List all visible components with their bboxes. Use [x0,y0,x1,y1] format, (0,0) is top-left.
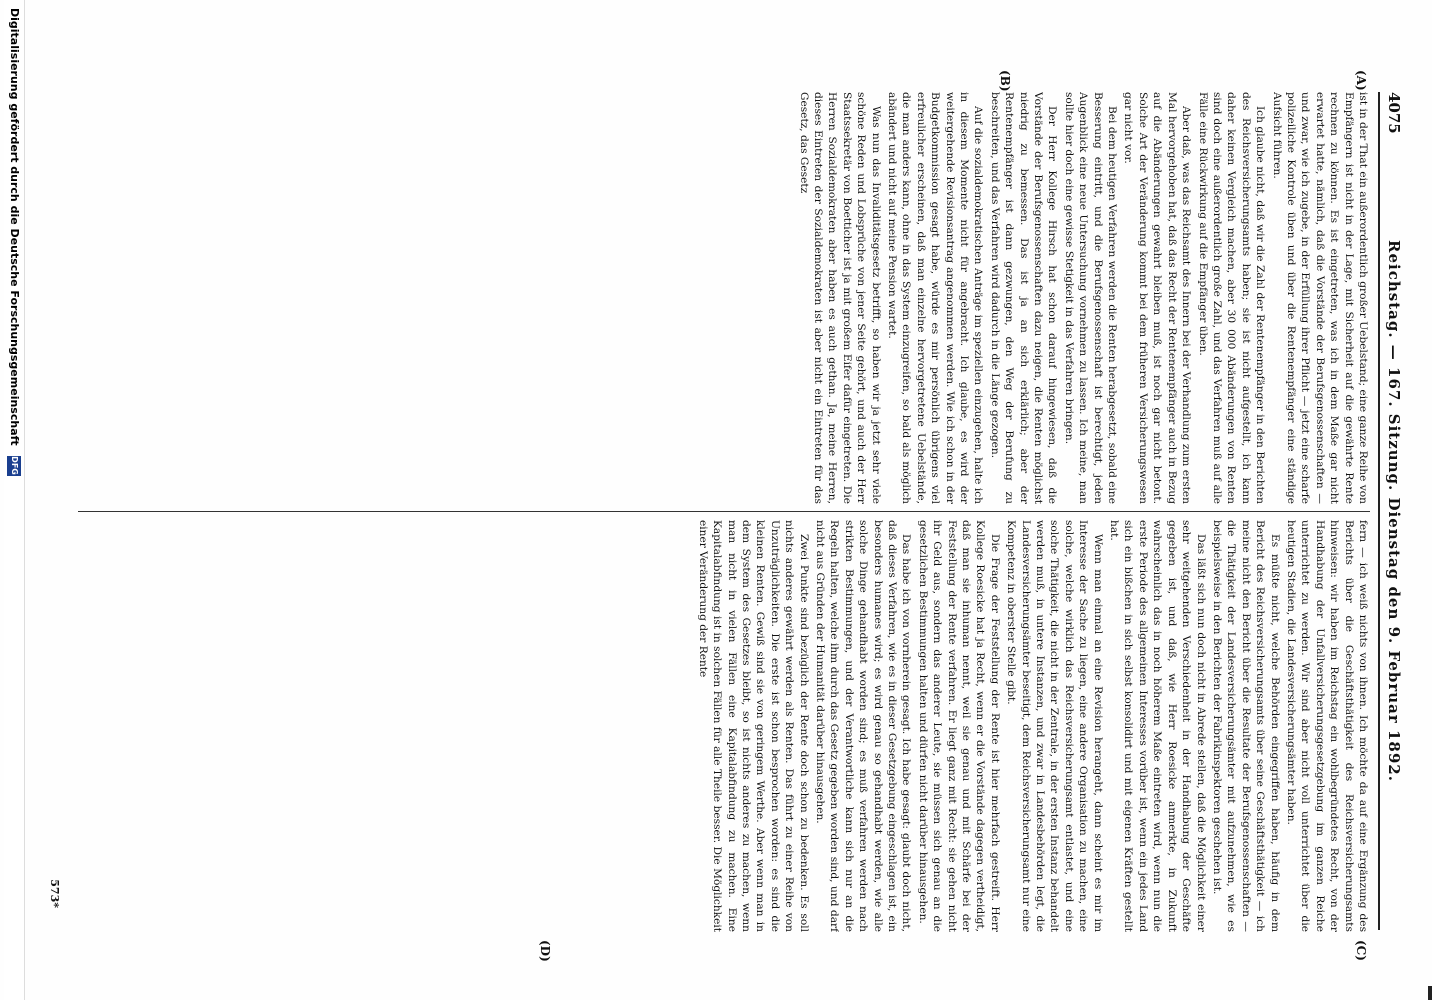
paragraph: Was nun das Invaliditätsgesetz betrifft, so haben wir ja jetzt sehr viele schöne Reden und Lobsprüche von jener Seite gehört, und auch der Herr Staatssekretär von Boetticher ist ja mit großem Eifer dafür eingetreten. Die Herren Sozialdemokraten aber haben es auch gethan. Ja, meine Herren, dieses Eintreten der Sozialdemokraten ist aber nicht ein Eintreten für das Gesetz, das Gesetz [797,92,882,504]
paragraph: Das läßt sich nun doch nicht in Abrede stellen, daß die Möglichkeit einer sehr weitgehenden Verschiedenheit in der Handhabung der Geschäfte gegeben ist, und daß, wie Herr Roesicke anmerkte, in Zukunft wahrscheinlich das in noch höherem Maße eintreten wird, wenn nun die erste Periode des allgemeinen Interesses vorüber ist, wenn ein jedes Land sich ein bißchen in sich selbst konsolidirt und mit eigenen Kräften gestellt hat. [1108,520,1207,932]
paragraph: Aber daß, was das Reichsamt des Innern bei der Verhandlung zum ersten Mal hervorgehoben hat, daß das Recht der Rentenempfänger auch in Bezug auf die Abänderungen gewahrt bleiben muß, ist noch gar nicht betont. Solche Art der Veränderung kommt bei dem früheren Versicherungswesen gar nicht vor. [1122,92,1193,504]
digitization-text: Digitalisierung gefördert durch die Deutsche Forschungsgemeinschaft [8,8,21,446]
paragraph: Das habe ich von vornherein gesagt. Ich habe gesagt: glaubt doch nicht, daß dieses Verfahren, wie es in dieser Gesetzgebung eingeschlagen ist, ein besonders humanes wird; es wird genau so gehandhabt werden, wie alle solche Dinge gehandhabt worden sind; es muß verfahren werden nach strikten Bestimmungen, und der Verantwortliche kann sich nur an die Regeln halten, welche ihm durch das Gesetz gegeben worden sind, und darf nicht aus Gründen der Humanität darüber hinausgehen. [813,520,913,932]
paragraph: Ich glaube nicht, daß wir die Zahl der Rentenempfänger in den Berichten des Reichsversicherungsamts haben; sie ist nicht aufgestellt, ich kann daher keinen Vergleich machen, aber 30 000 Abänderungen von Renten sind doch eine außerordentlich große Zahl, und das Verfahren muß auf alle Fälle eine Rückwirkung auf die Empfänger üben. [1196,92,1267,504]
paragraph: Es müßte nicht, welche Behörden eingegriffen haben, häufig in dem Bericht des Reichsversicherungsamts über seine Geschäftsthätigkeit — ich meine nicht den Bericht über die Resultate der Berufsgenossenschaften — die Thätigkeit der Landesversicherungsämter mit aufzunehmen, wie es beispielsweise in den Berichten der Fabrikinspektoren geschehen ist. [1210,520,1281,932]
left-column [78,92,1370,504]
page-number: 4075 [1385,92,1403,134]
paragraph: Bei dem heutigen Verfahren werden die Renten herabgesetzt, sobald eine Besserung eintritt, und die Berufsgenossenschaft ist berechtigt, jeden Augenblick eine neue Untersuchung vornehmen zu lassen. Ich meine, man sollte hier doch eine gewisse Stetigkeit in das Verfahren bringen. [1062,92,1119,504]
margin-marker-a: (A) [1354,70,1368,91]
paragraph: Der Herr Kollege Hirsch hat schon darauf hingewiesen, daß die Vorstände der Berufsgenossenschaften dazu neigen, die Renten möglichst niedrig zu bemessen. Das ist ja an sich erklärlich; aber der Rentenempfänger ist dann gezwungen, den Weg der Berufung zu beschreiten, und das Verfahren wird dadurch in die Länge gezogen. [988,92,1059,504]
scan-mark [1428,986,1432,1000]
margin-marker-b: (B) [998,70,1012,92]
paragraph: Die Frage der Feststellung der Rente ist hier mehrfach gestreift. Herr Kollege Roesicke hat ja Recht, wenn er die Vorstände dagegen vertheidigt, daß man sie inhuman nennt, weil sie genau und mit Schärfe bei der Feststellung der Rente verfahren. Er liegt ganz mit Recht: sie gehen nicht ihr Geld aus, sondern das anderer Leute, sie müssen sich genau an die gesetzlichen Bestimmungen halten und dürfen nicht darüber hinausgehen. [916,520,1001,932]
session-title: Reichstag. — 167. Sitzung. Dienstag den 9. Februar 1892. [1385,240,1403,782]
paragraph: Wenn man einmal an eine Revision herangeht, dann scheint es mir im Interesse der Sache zu liegen, eine andere Organisation zu machen, eine solche, welche wirklich das Reichsversicherungsamt entlastet, und eine solche Thätigkeit, die nicht in der Zentrale, in der ersten Instanz behandelt werden muß, in untere Instanzen, und zwar in Landesbehörden legt, die Landesversicherungsämter beseitigt, dem Reichsversicherungsamt nur eine Kompetenz in oberster Stelle gibt. [1005,520,1104,932]
digitization-credit [4,0,25,1000]
column-divider [78,511,1370,512]
paragraph: Auf die sozialdemokratischen Anträge im speziellen einzugehen, halte ich in diesem Momente nicht für angebracht. Ich glaube, es wird der weitergehende Revisionsantrag angenommen werden. Wie ich schon in der Budgetkommission gesagt habe, würde es mir persönlich übrigens viel erfreulicher erscheinen, daß man einzelne hervorgetretene Uebelstände, die man anders kann, ohne in das System einzugreifen, so bald als möglich abändert und nicht auf meine Pension wartet. [886,92,985,504]
paragraph: Zwei Punkte sind bezüglich der Rente doch schon zu bedenken. Es soll nichts anderes gewährt werden als Renten. Das führt zu einer Reihe von Unzuträglichkeiten. Die erste ist schon besprochen worden: es sind die kleinen Renten. Gewiß sind sie von geringem Werthe. Aber wenn man in dem System des Gesetzes bleibt, so ist nichts anderes zu machen, wenn man nicht in vielen Fällen eine Kapitalabfindung zu machen. Eine Kapitalabfindung ist in solchen Fällen für alle Theile besser. Die Möglichkeit einer Veränderung der Rente [696,520,810,932]
page-header [1378,92,1410,930]
paragraph: fern — ich weiß nichts von ihnen. Ich möchte da auf eine Ergänzung des Berichts über die Geschäftsthätigkeit des Reichsversicherungsamts hinweisen: wir haben im Reichstag ein wohlbegründetes Recht, von der Handhabung der Unfallversicherungsgesetzgebung im ganzen Reiche unterrichtet zu werden. Wir sind aber nicht voll unterrichtet über die heutigen Stadien, die Landesversicherungsämter haben. [1284,520,1369,932]
margin-marker-d: (D) [538,940,552,962]
signature-mark: 573* [48,879,61,908]
margin-marker-c: (C) [1354,940,1368,961]
paragraph: ist in der That ein außerordentlich großer Uebelstand; eine ganze Reihe von Empfängern ist nicht in der Lage, mit Sicherheit auf die gewährte Rente rechnen zu können. Es ist eingetreten, was ich in dem Maße gar nicht erwartet hatte, nämlich, daß die Vorstände der Berufsgenossenschaften — und zwar, wie ich zugebe, in der Erfüllung ihrer Pflicht — jetzt eine scharfe polizeiliche Kontrole üben und über die Rentenempfänger eine ständige Aufsicht führen. [1270,92,1369,504]
dfg-logo-icon: DFG [7,456,21,476]
right-column [78,520,1370,932]
